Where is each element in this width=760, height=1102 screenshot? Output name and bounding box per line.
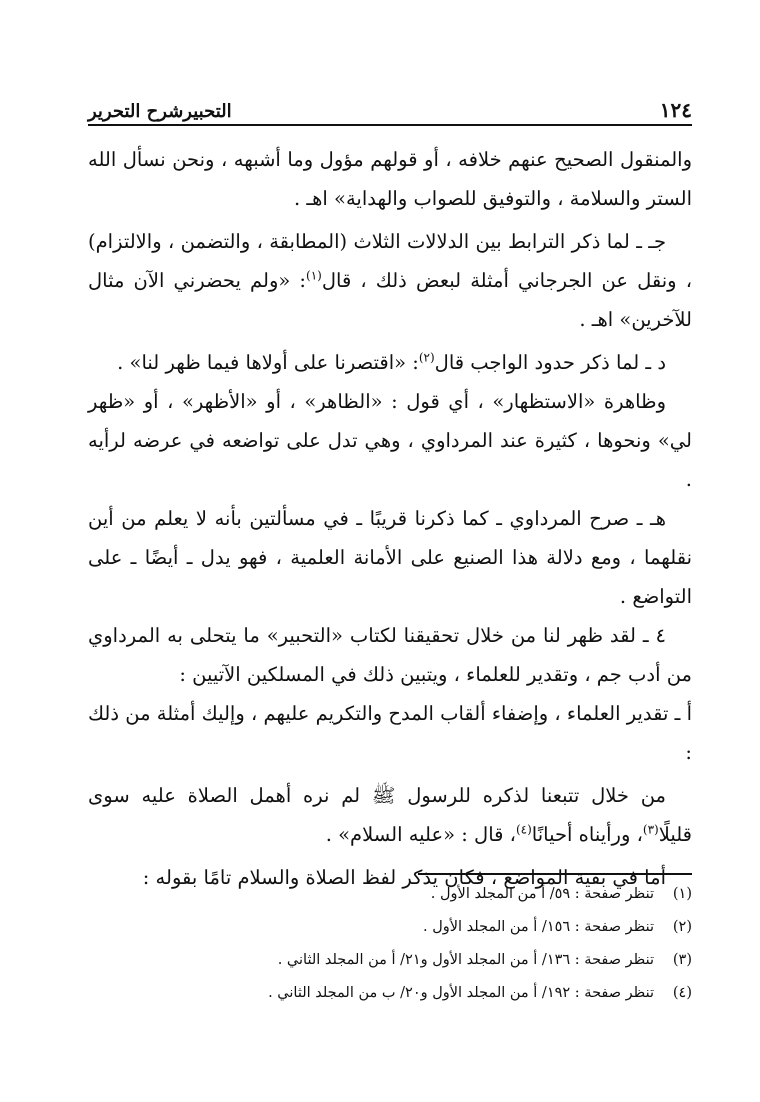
footnotes xyxy=(88,878,692,1010)
footnote-text: تنظر صفحة : ١٣٦/ أ من المجلد الأول و٢١/ أ من المجلد الثاني . xyxy=(277,952,654,968)
footnote-text: تنظر صفحة : ١٥٦/ أ من المجلد الأول . xyxy=(423,919,654,935)
paragraph-8-quote: ، قال : «عليه السلام» . xyxy=(325,823,516,846)
footnote-ref-4: (٤) xyxy=(515,822,532,837)
footnote-number: (٢) xyxy=(672,919,692,935)
footnote-4 xyxy=(88,977,692,1010)
footnote-text: تنظر صفحة : ١٩٢/ أ من المجلد الأول و٢٠/ ب من المجلد الثاني . xyxy=(268,985,654,1001)
footnote-number: (١) xyxy=(672,886,692,902)
main-text xyxy=(88,140,692,897)
paragraph-3-text: د ـ لما ذكر حدود الواجب قال xyxy=(434,351,666,374)
paragraph-3 xyxy=(88,343,692,382)
paragraph-5: هـ ـ صرح المرداوي ـ كما ذكرنا قريبًا ـ في مسألتين بأنه لا يعلم من أين نقلهما ، ومع دلالة هذا الصنيع على الأمانة العلمية ، فهو يدل ـ أيضًا ـ على التواضع . xyxy=(88,507,692,608)
paragraph-9: أما في بقية المواضع ، فكان يذكر لفظ الصلاة والسلام تامًا بقوله : xyxy=(142,866,666,889)
paragraph-3-quote: : «اقتصرنا على أولاها فيما ظهر لنا» . xyxy=(117,351,419,374)
paragraph-7: أ ـ تقدير العلماء ، وإضفاء ألقاب المدح والتكريم عليهم ، وإليك أمثلة من ذلك : xyxy=(88,702,692,764)
paragraph-8 xyxy=(88,776,692,854)
footnote-number: (٤) xyxy=(672,985,692,1001)
footnote-1 xyxy=(88,878,692,911)
footnote-ref-1: (١) xyxy=(306,268,322,283)
paragraph-6: ٤ ـ لقد ظهر لنا من خلال تحقيقنا لكتاب «التحبير» ما يتحلى به المرداوي من أدب جم ، وتقدير للعلماء ، ويتبين ذلك في المسلكين الآتيين : xyxy=(88,624,692,686)
footnote-separator xyxy=(418,873,692,875)
page-number: ١٢٤ xyxy=(659,98,692,122)
paragraph-1: والمنقول الصحيح عنهم خلافه ، أو قولهم مؤول وما أشبهه ، ونحن نسأل الله الستر والسلامة ، والتوفيق للصواب والهداية» اهـ . xyxy=(88,148,692,210)
footnote-number: (٣) xyxy=(672,952,692,968)
header-rule xyxy=(88,124,692,126)
footnote-text: تنظر صفحة : ٥٩/ أ من المجلد الأول . xyxy=(430,886,654,902)
paragraph-2-text: جـ ـ لما ذكر الترابط بين الدلالات الثلاث (المطابقة ، والتضمن ، والالتزام) ، ونقل عن الجرجاني أمثلة لبعض ذلك ، قال xyxy=(88,230,692,292)
page-header xyxy=(88,92,692,122)
paragraph-2-quote: : «ولم يحضرني الآن مثال للآخرين» اهـ . xyxy=(88,269,692,331)
paragraph-4: وظاهرة «الاستظهار» ، أي قول : «الظاهر» ، أو «الأظهر» ، أو «ظهر لي» ونحوها ، كثيرة عند المرداوي ، وهي تدل على تواضعه في عرضه لرأيه . xyxy=(88,390,692,491)
paragraph-8-mid: ، ورأيناه أحيانًا xyxy=(531,823,643,846)
paragraph-8-text: من خلال تتبعنا لذكره للرسول ﷺ لم نره أهمل الصلاة عليه سوى قليلًا xyxy=(88,784,692,846)
paragraph-2 xyxy=(88,222,692,339)
footnote-ref-3: (٣) xyxy=(642,822,659,837)
footnote-2 xyxy=(88,911,692,944)
footnote-3 xyxy=(88,944,692,977)
footnote-ref-2: (٢) xyxy=(418,350,435,365)
running-title: التحبيرشرح التحرير xyxy=(88,101,232,122)
